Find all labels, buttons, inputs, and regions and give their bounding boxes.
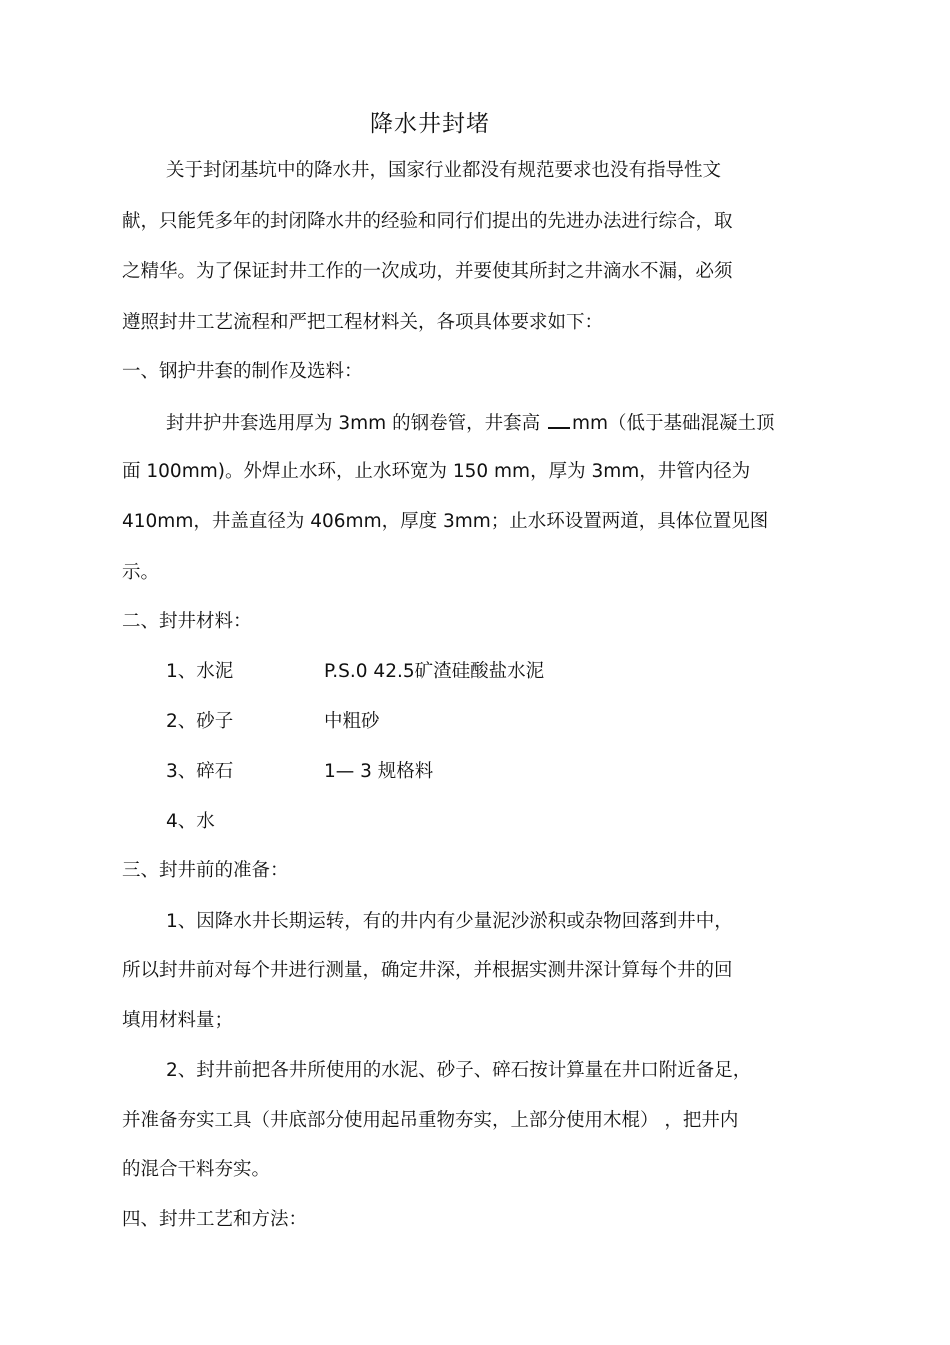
intro-line-2: 献，只能凭多年的封闭降水井的经验和同行们提出的先进办法进行综合，取 (122, 211, 733, 232)
section-3-heading: 三、封井前的准备： (122, 860, 289, 881)
material-name: 3、碎石 (166, 761, 234, 782)
material-spec: 1— 3 规格料 (324, 761, 434, 782)
section-3-p1-line-3: 填用材料量； (122, 1010, 234, 1031)
section-3-p1-line-2: 所以封井前对每个井进行测量，确定井深，并根据实测井深计算每个井的回 (122, 960, 733, 981)
section-1-line-4: 示。 (122, 562, 160, 583)
section-2-heading: 二、封井材料： (122, 611, 252, 632)
section-3-p2-line-2: 并准备夯实工具（井底部分使用起吊重物夯实，上部分使用木棍） ，把井内 (122, 1110, 739, 1131)
section-1-line-1-b: mm（低于基础混凝土顶 (571, 413, 775, 434)
section-4-heading: 四、封井工艺和方法： (122, 1209, 308, 1230)
section-3-p1-line-1: 1、因降水井长期运转，有的井内有少量泥沙淤积或杂物回落到井中， (166, 911, 733, 932)
section-1-heading: 一、钢护井套的制作及选料： (122, 361, 363, 382)
section-3-p2-line-3: 的混合干料夯实。 (122, 1159, 271, 1180)
intro-line-1: 关于封闭基坑中的降水井，国家行业都没有规范要求也没有指导性文 (166, 160, 722, 181)
section-1-line-3: 410mm，井盖直径为 406mm，厚度 3mm；止水环设置两道，具体位置见图 (122, 511, 769, 532)
material-name: 4、水 (166, 811, 215, 832)
section-3-p2-line-1: 2、封井前把各井所使用的水泥、砂子、碎石按计算量在井口附近备足， (166, 1060, 752, 1081)
material-spec: 中粗砂 (324, 711, 380, 732)
document-title: 降水井封堵 (370, 111, 490, 137)
section-1-line-1-a: 封井护井套选用厚为 3mm 的钢卷管，井套高 (166, 413, 546, 434)
intro-line-3: 之精华。为了保证封井工作的一次成功，并要使其所封之井滴水不漏，必须 (122, 261, 733, 282)
section-1-line-2: 面 100mm)。外焊止水环，止水环宽为 150 mm，厚为 3mm，井管内径为 (122, 461, 751, 482)
section-1-line-1 (166, 409, 775, 437)
height-blank (548, 409, 570, 429)
material-spec: P.S.0 42.5矿渣硅酸盐水泥 (324, 661, 545, 682)
material-name: 1、水泥 (166, 661, 234, 682)
intro-line-4: 遵照封井工艺流程和严把工程材料关，各项具体要求如下： (122, 312, 604, 333)
material-name: 2、砂子 (166, 711, 234, 732)
